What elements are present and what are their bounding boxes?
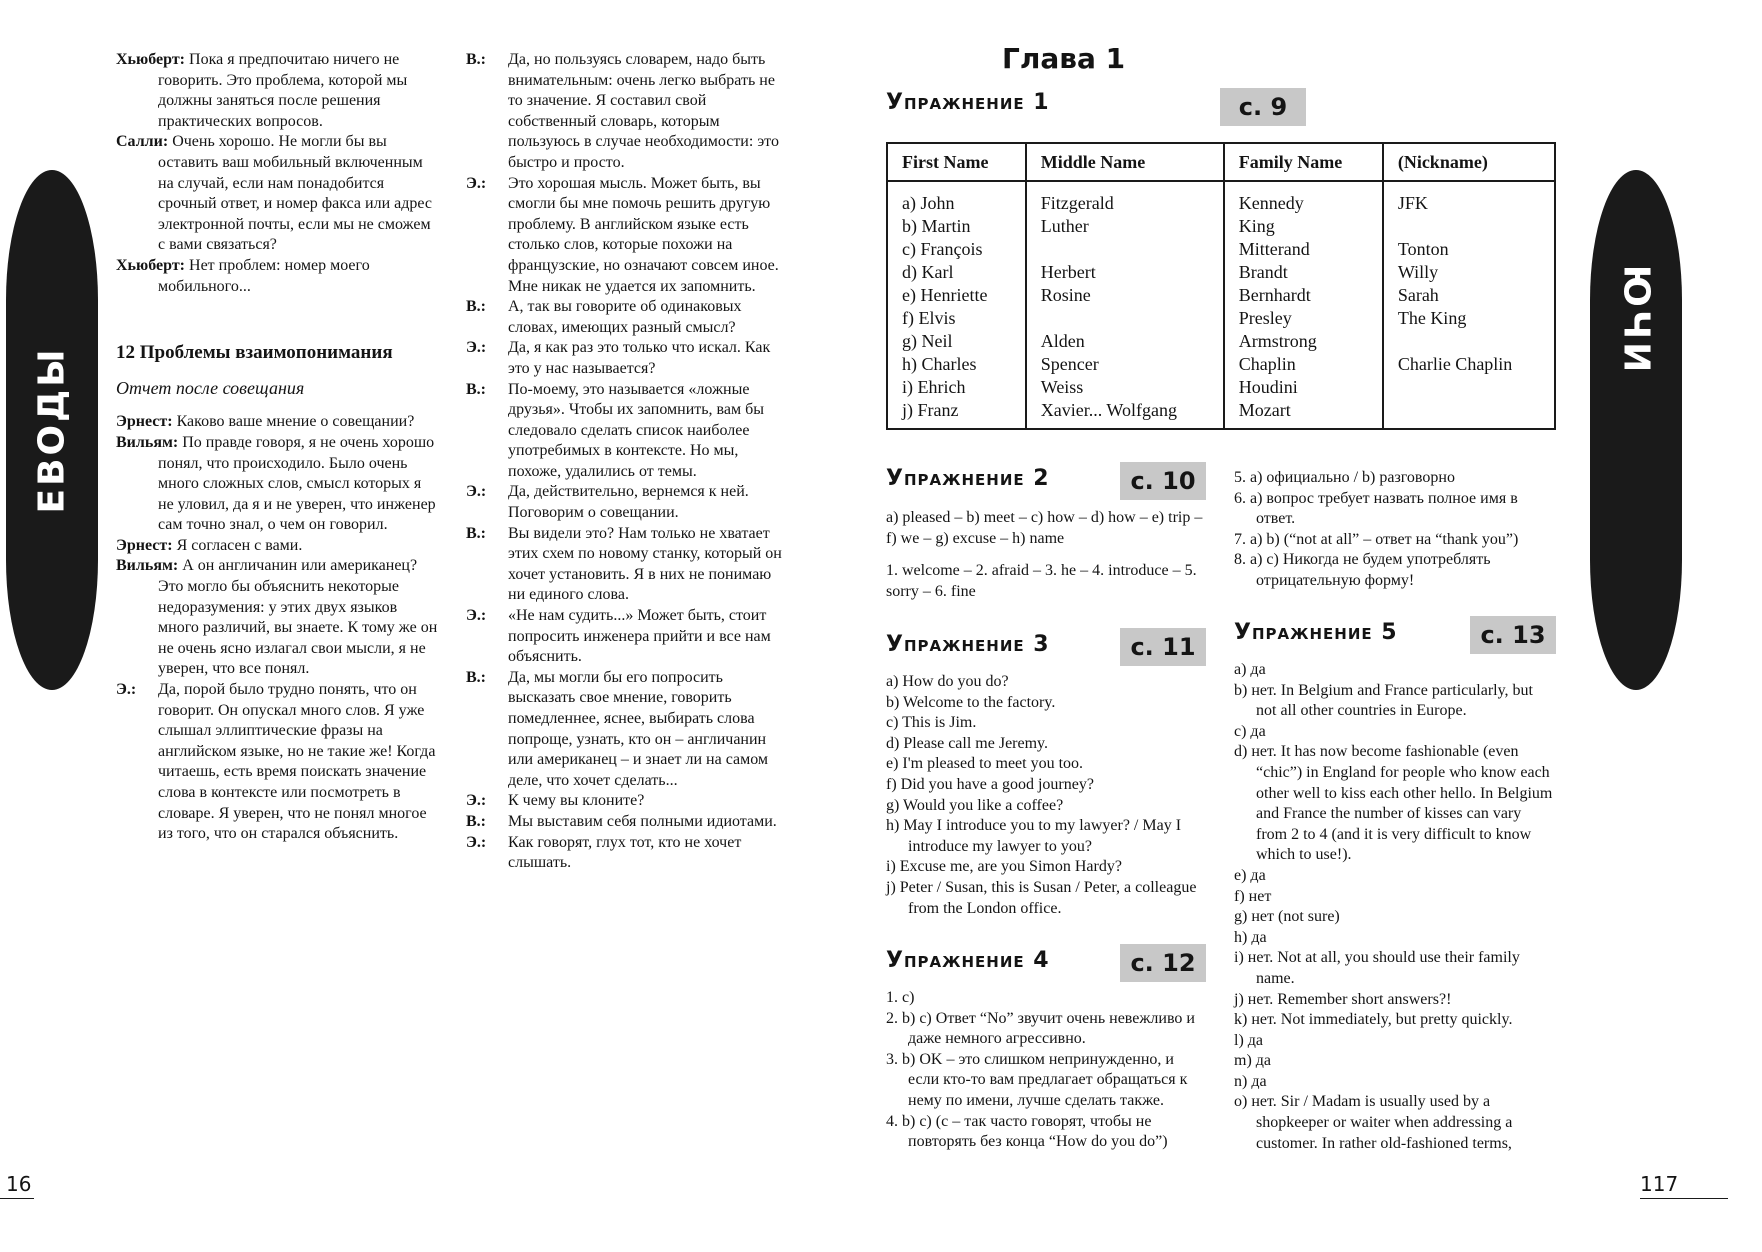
- table-cell: i) Ehrich: [887, 376, 1026, 399]
- table-row: [887, 261, 1555, 284]
- dialogue-block-bottom: [116, 412, 438, 844]
- dialogue-line: [116, 256, 438, 297]
- speech-text: Да, действительно, вернемся к ней. Поговорим о совещании.: [508, 483, 749, 522]
- dialogue-block-continued: [466, 50, 788, 874]
- answer-item: k) нет. Not immediately, but pretty quickly.: [1234, 1011, 1513, 1029]
- speech-text: «Не нам судить...» Может быть, стоит попросить инженера прийти и все нам объяснить.: [508, 607, 771, 666]
- speaker-name: Хьюберт:: [116, 256, 186, 274]
- table-cell: Presley: [1224, 307, 1383, 330]
- answer-item: e) I'm pleased to meet you too.: [886, 755, 1084, 773]
- answer-item: 3. b) OK – это слишком непринужденно, и если кто-то вам предлагает обращаться к нему по имени, лучше сделать также.: [886, 1050, 1188, 1109]
- speech-text: Да, порой было трудно понять, что он говорит. Он опускал много слов. Я уже слышал эллиптические фразы на английском языке, но не такие же! Когда читаешь, есть время поискать значение слова в контексте или посмотреть в словаре. Я уверен, что не понял многое из того, что он старался объяснить.: [158, 681, 436, 843]
- speaker-name: В.:: [466, 524, 486, 542]
- left-column-2: [466, 50, 788, 874]
- answer-item: 1. c): [886, 989, 915, 1006]
- table-cell: Bernhardt: [1224, 284, 1383, 307]
- exercise-4-title: Упражнение 4: [886, 948, 1050, 973]
- table-cell: Charlie Chaplin: [1383, 353, 1555, 376]
- table-cell: Rosine: [1026, 284, 1224, 307]
- speaker-name: Э.:: [466, 607, 487, 625]
- speaker-name: Хьюберт:: [116, 51, 186, 68]
- exercise-1-title: Упражнение 1: [886, 90, 1050, 115]
- table-cell: Armstrong: [1224, 330, 1383, 353]
- table-header-row: [887, 143, 1555, 181]
- answer-item: f) нет: [1234, 887, 1272, 905]
- table-row: [887, 181, 1555, 215]
- table-row: [887, 238, 1555, 261]
- speech-text: Да, но пользуясь словарем, надо быть внимательным: очень легко выбрать не то значение. Я составил свой собственный словарь, которым пользуюсь в случае необходимости: это быстро и просто.: [508, 51, 779, 171]
- speaker-name: Эрнест:: [116, 413, 173, 431]
- dialogue-line: [466, 174, 788, 298]
- answer-item: e) да: [1234, 866, 1266, 884]
- dialogue-line: [466, 338, 788, 379]
- speech-text: Мы выставим себя полными идиотами.: [508, 812, 777, 830]
- speech-text: Да, мы могли бы его попросить высказать свое мнение, говорить помедленнее, яснее, выбирать слова попроще, узнать, кто он – англичанин или американец – и знает ли на самом деле, что хочет сделать...: [508, 668, 769, 789]
- dialogue-block-top: [116, 50, 438, 297]
- speaker-name: В.:: [466, 380, 486, 398]
- speech-text: Да, я как раз это только что искал. Как это у нас называется?: [508, 339, 771, 377]
- table-cell: Tonton: [1383, 238, 1555, 261]
- speaker-name: Э.:: [466, 483, 487, 501]
- exercise-3-title: Упражнение 3: [886, 632, 1050, 657]
- answer-item: h) May I introduce you to my lawyer? / May I introduce my lawyer to you?: [886, 817, 1182, 855]
- table-cell: Brandt: [1224, 261, 1383, 284]
- table-cell: Weiss: [1026, 376, 1224, 399]
- speech-text: По-моему, это называется «ложные друзья». Чтобы их запомнить, вам бы следовало сделать список наиболее употребимых в контексте. Но мы, похоже, удалились от темы.: [508, 380, 765, 480]
- left-column-1: [116, 50, 438, 845]
- table-cell: b) Martin: [887, 215, 1026, 238]
- table-cell: h) Charles: [887, 353, 1026, 376]
- exercise-5-page-badge: с. 13: [1470, 616, 1556, 654]
- exercise-4-answers: [886, 988, 1208, 1153]
- table-row: [887, 399, 1555, 429]
- answer-item: d) Please call me Jeremy.: [886, 734, 1049, 752]
- right-page-number: 117: [1640, 1172, 1679, 1196]
- exercise-5-title: Упражнение 5: [1234, 620, 1398, 645]
- exercise-2-title: Упражнение 2: [886, 466, 1050, 491]
- table-cell: j) Franz: [887, 399, 1026, 429]
- table-cell: c) François: [887, 238, 1026, 261]
- names-table: [886, 142, 1556, 430]
- answer-item: b) Welcome to the factory.: [886, 693, 1056, 711]
- exercise-4-answers-continued: [1234, 468, 1556, 592]
- speaker-name: Вильям:: [116, 557, 179, 575]
- answer-item: c) This is Jim.: [886, 714, 977, 732]
- table-cell: Chaplin: [1224, 353, 1383, 376]
- left-tab-label: ЕВОДЫ: [31, 346, 73, 514]
- exercise-3-answers: [886, 672, 1208, 919]
- speech-text: Как говорят, глух тот, кто не хочет слышать.: [508, 833, 742, 872]
- answer-item: b) нет. In Belgium and France particularly, but not all other countries in Europe.: [1234, 681, 1533, 720]
- dialogue-line: [466, 833, 788, 874]
- dialogue-line: [466, 791, 788, 812]
- table-header-cell: (Nickname): [1383, 143, 1555, 181]
- table-header-cell: Family Name: [1224, 143, 1383, 181]
- answer-item: 4. b) c) (c – так часто говорят, чтобы не повторять без конца “How do you do”): [886, 1112, 1168, 1151]
- exercise-1-page-badge: с. 9: [1220, 88, 1306, 126]
- exercise-5-answers: [1234, 660, 1556, 1154]
- table-cell: Luther: [1026, 215, 1224, 238]
- speaker-name: Э.:: [116, 681, 137, 699]
- answer-item: o) нет. Sir / Madam is usually used by a shopkeeper or waiter when addressing a customer. In rather old-fashioned terms,: [1234, 1093, 1513, 1152]
- dialogue-line: [116, 50, 438, 132]
- speaker-name: В.:: [466, 51, 486, 68]
- dialogue-line: [466, 50, 788, 174]
- table-row: [887, 330, 1555, 353]
- speech-text: Пока я предпочитаю ничего не говорить. Это проблема, которой мы должны заняться после решения практических вопросов.: [158, 51, 408, 130]
- speech-text: Очень хорошо. Не могли бы вы оставить ваш мобильный включенным на случай, если нам понадобится срочный ответ, и номер факса или адрес электронной почты, если мы не сможем с вами связаться?: [158, 133, 432, 254]
- exercise-2-page-badge: с. 10: [1120, 462, 1206, 500]
- table-cell: Kennedy: [1224, 181, 1383, 215]
- left-footer-rule: [0, 1198, 34, 1199]
- table-cell: a) John: [887, 181, 1026, 215]
- speech-text: А он англичанин или американец? Это могло бы объяснить некоторые недоразумения: у этих двух языков много различий, вы знаете. К тому же он не очень ясно излагал свои мысли, я не уверен, что все понял.: [158, 557, 438, 678]
- speaker-name: Эрнест:: [116, 536, 173, 554]
- speaker-name: В.:: [466, 812, 486, 830]
- dialogue-line: [466, 297, 788, 338]
- table-cell: Sarah: [1383, 284, 1555, 307]
- dialogue-line: [466, 606, 788, 668]
- table-cell: The King: [1383, 307, 1555, 330]
- table-header-cell: Middle Name: [1026, 143, 1224, 181]
- table-cell: Willy: [1383, 261, 1555, 284]
- answer-item: d) нет. It has now become fashionable (even “chic”) in England for people who know each other well to kiss each other hello. In Belgium and France the number of kisses can vary from 2 to 4 (and it is very difficult to know which to use!).: [1234, 743, 1553, 864]
- answer-item: a) да: [1234, 661, 1266, 678]
- dialogue-line: [116, 433, 438, 536]
- table-cell: JFK: [1383, 181, 1555, 215]
- dialogue-line: [466, 380, 788, 483]
- speech-text: Это хорошая мысль. Может быть, вы смогли бы мне помочь решить другую проблему. В английском языке есть столько слов, которые похожи на французские, но означают совсем иное. Мне никак не удается их запомнить.: [508, 174, 779, 295]
- table-cell: Mitterand: [1224, 238, 1383, 261]
- speech-text: Каково ваше мнение о совещании?: [176, 413, 415, 431]
- speaker-name: В.:: [466, 668, 486, 686]
- dialogue-line: [116, 412, 438, 433]
- exercise-4-page-badge: с. 12: [1120, 944, 1206, 982]
- answer-item: g) Would you like a coffee?: [886, 796, 1064, 814]
- speaker-name: Э.:: [466, 792, 487, 810]
- left-page-number: 16: [6, 1172, 32, 1196]
- table-cell: g) Neil: [887, 330, 1026, 353]
- table-cell: f) Elvis: [887, 307, 1026, 330]
- dialogue-line: [116, 556, 438, 680]
- answer-item: f) Did you have a good journey?: [886, 775, 1094, 793]
- table-cell: King: [1224, 215, 1383, 238]
- speaker-name: Э.:: [466, 833, 487, 851]
- table-row: [887, 307, 1555, 330]
- dialogue-line: [466, 524, 788, 606]
- section-subtitle: Отчет после совещания: [116, 377, 305, 398]
- exercise-2-part-b: 1. welcome – 2. afraid – 3. he – 4. introduce – 5. sorry – 6. fine: [886, 562, 1197, 600]
- speaker-name: В.:: [466, 298, 486, 316]
- speech-text: По правде говоря, я не очень хорошо понял, что происходило. Было очень много сложных слов, смысл которых я не уловил, да я и не уверен, что инженер сам точно знал, о чем он говорил.: [158, 433, 436, 534]
- table-cell: Fitzgerald: [1026, 181, 1224, 215]
- answer-item: l) да: [1234, 1031, 1264, 1049]
- speaker-name: Вильям:: [116, 433, 179, 451]
- answer-item: g) нет (not sure): [1234, 908, 1340, 926]
- answer-item: j) Peter / Susan, this is Susan / Peter, a colleague from the London office.: [886, 878, 1197, 917]
- dialogue-line: [466, 482, 788, 523]
- speaker-name: Э.:: [466, 339, 487, 357]
- table-cell: Mozart: [1224, 399, 1383, 429]
- exercise-2-answers: [886, 508, 1208, 602]
- table-cell: Herbert: [1026, 261, 1224, 284]
- dialogue-line: [466, 668, 788, 792]
- answer-item: i) Excuse me, are you Simon Hardy?: [886, 858, 1122, 876]
- table-cell: [1026, 307, 1224, 330]
- answer-item: j) нет. Remember short answers?!: [1234, 990, 1452, 1008]
- dialogue-line: [116, 536, 438, 557]
- section-title: 12 Проблемы взаимопонимания: [116, 342, 393, 364]
- right-tab-label: ЮЧИ: [1615, 264, 1657, 376]
- table-row: [887, 284, 1555, 307]
- left-section-tab: [6, 170, 98, 690]
- table-cell: d) Karl: [887, 261, 1026, 284]
- table-cell: e) Henriette: [887, 284, 1026, 307]
- exercise-2-part-a: a) pleased – b) meet – c) how – d) how – e) trip – f) we – g) excuse – h) name: [886, 509, 1203, 547]
- dialogue-line: [116, 132, 438, 256]
- dialogue-line: [466, 812, 788, 833]
- table-cell: Xavier... Wolfgang: [1026, 399, 1224, 429]
- right-footer-rule: [1640, 1198, 1728, 1199]
- table-cell: [1383, 376, 1555, 399]
- table-cell: Alden: [1026, 330, 1224, 353]
- table-cell: Spencer: [1026, 353, 1224, 376]
- table-row: [887, 353, 1555, 376]
- speaker-name: Э.:: [466, 174, 487, 192]
- answer-item: m) да: [1234, 1052, 1272, 1070]
- chapter-title: Глава 1: [1002, 42, 1126, 75]
- answer-item: c) да: [1234, 722, 1266, 740]
- answer-item: 6. a) вопрос требует назвать полное имя в ответ.: [1234, 489, 1518, 528]
- table-row: [887, 376, 1555, 399]
- speech-text: Я согласен с вами.: [176, 536, 303, 554]
- exercise-3-page-badge: с. 11: [1120, 628, 1206, 666]
- speech-text: К чему вы клоните?: [508, 792, 645, 810]
- answer-item: a) How do you do?: [886, 673, 1009, 690]
- table-cell: [1026, 238, 1224, 261]
- speech-text: Нет проблем: номер моего мобильного...: [158, 256, 370, 295]
- answer-item: i) нет. Not at all, you should use their family name.: [1234, 949, 1520, 987]
- table-row: [887, 215, 1555, 238]
- answer-item: 2. b) c) Ответ “No” звучит очень невежливо и даже немного агрессивно.: [886, 1009, 1195, 1048]
- right-section-tab: [1590, 170, 1682, 690]
- answer-item: 8. a) c) Никогда не будем употреблять отрицательную форму!: [1234, 551, 1491, 589]
- speech-text: Вы видели это? Нам только не хватает этих схем по новому станку, который он хочет установить. Я в них не понимаю ни единого слова.: [508, 524, 782, 604]
- answer-item: n) да: [1234, 1072, 1267, 1090]
- answer-item: h) да: [1234, 928, 1267, 946]
- table-cell: [1383, 330, 1555, 353]
- table-cell: Houdini: [1224, 376, 1383, 399]
- table-cell: [1383, 399, 1555, 429]
- table-cell: [1383, 215, 1555, 238]
- answer-item: 7. a) b) (“not at all” – ответ на “thank you”): [1234, 530, 1519, 548]
- table-header-cell: First Name: [887, 143, 1026, 181]
- speech-text: А, так вы говорите об одинаковых словах, имеющих разный смысл?: [508, 298, 742, 336]
- dialogue-line: [116, 680, 438, 845]
- table-body: [887, 181, 1555, 429]
- speaker-name: Салли:: [116, 133, 169, 151]
- answer-item: 5. a) официально / b) разговорно: [1234, 469, 1455, 486]
